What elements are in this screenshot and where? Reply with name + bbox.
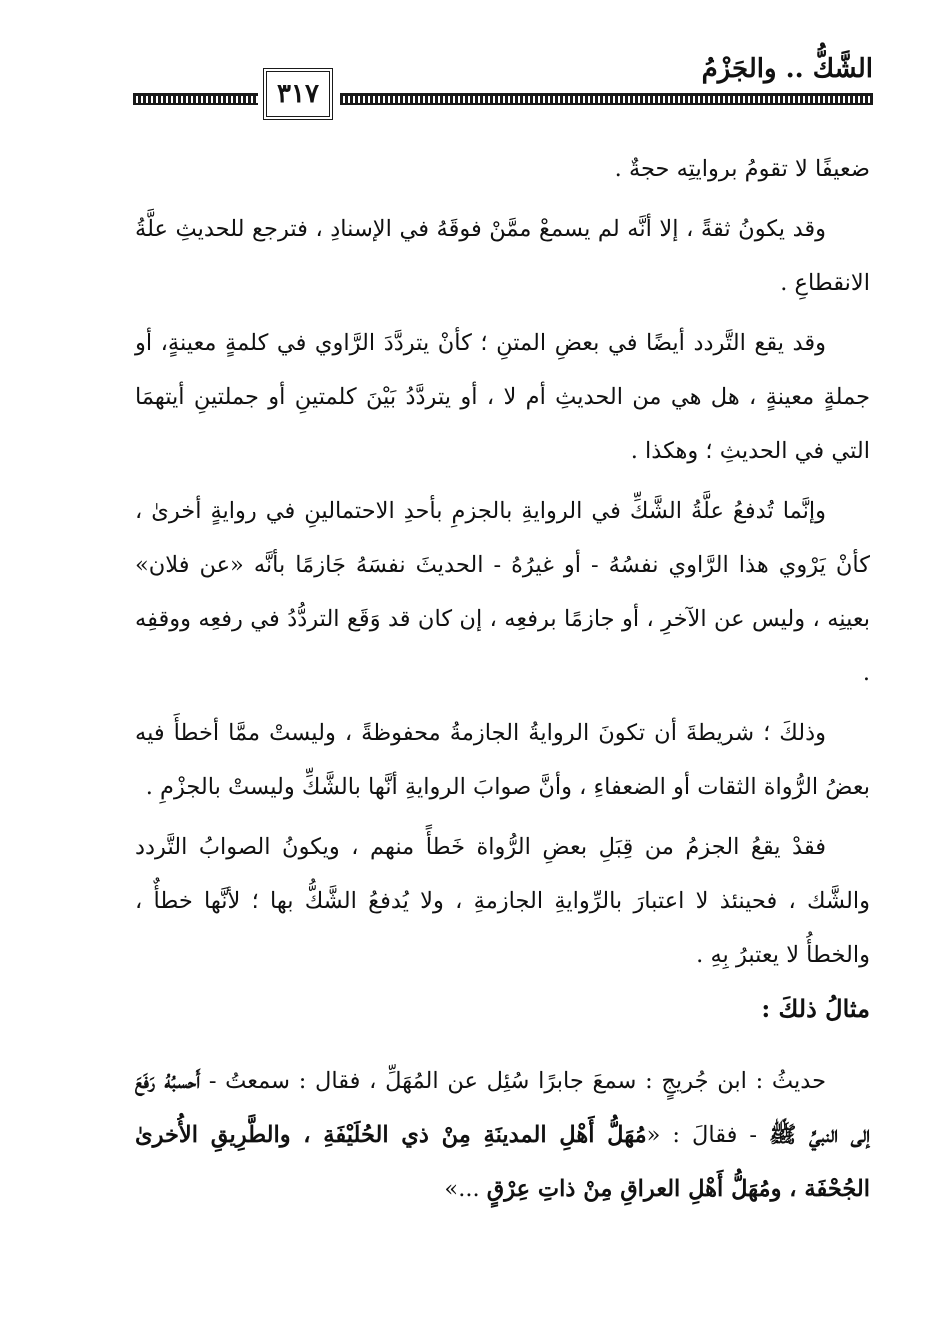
hadith-paragraph <box>135 1054 870 1216</box>
paragraph-5 <box>135 706 870 814</box>
hadith-bold-1: أَحسبُهُ رَفَعَ إلى النبيِّ ﷺ <box>135 1068 871 1148</box>
header-rule-right <box>340 93 873 105</box>
paragraph-2-text: وقد يكونُ ثقةً ، إلا أنَّه لم يسمعْ ممَّنْ فوقَهُ في الإسنادِ ، فترجع للحديثِ علَّةُ الانقطاعِ . <box>135 216 870 296</box>
paragraph-1: ضعيفًا لا تقومُ بروايتِه حجةٌ . <box>614 156 870 182</box>
paragraph-6-text: فقدْ يقعُ الجزمُ من قِبَلِ بعضِ الرُّواة خَطأً منهم ، ويكونُ الصوابُ التَّردد والشَّك ، فحينئذ لا اعتبارَ بالرِّوايةِ الجازمةِ ، ولا يُدفعُ الشَّكُّ بها ؛ لأنَّها خطأٌ ، والخطأُ لا يعتبرُ بِهِ . <box>135 834 870 968</box>
paragraph-6 <box>135 820 870 982</box>
page-number: ٣١٧ <box>263 68 333 120</box>
paragraph-3 <box>135 316 870 478</box>
paragraph-4-text: وإنَّما تُدفعُ علَّةُ الشَّكِّ في الروايةِ بالجزمِ بأحدِ الاحتمالينِ في روايةٍ أخرىٰ ، كأنْ يَرْوي هذا الرَّاوي نفسُهُ - أو غيرُهُ - الحديثَ نفسَهُ جَازمًا بأنَّه «عن فلان» بعينِه ، وليس عن الآخرِ ، أو جازمًا برفعِه ، إن كان قد وَقَع التردُّدُ في رفعِه ووقفِه . <box>135 498 870 686</box>
page-body <box>135 142 870 1216</box>
paragraph-2 <box>135 202 870 310</box>
hadith-middle: - فقالَ : « <box>646 1122 758 1148</box>
header-rule-left <box>133 93 258 105</box>
hadith-ending: ...» <box>444 1176 487 1202</box>
paragraph-5-text: وذلكَ ؛ شريطةَ أن تكونَ الروايةُ الجازمةُ محفوظةً ، وليستْ ممَّا أخطأَ فيه بعضُ الرُّواة الثقات أو الضعفاءِ ، وأنَّ صوابَ الروايةِ أنَّها بالشَّكِّ وليستْ بالجزْمِ . <box>135 720 870 800</box>
chapter-title: الشَّكُّ .. والجَزْمُ <box>701 54 873 84</box>
hadith-bold-2: مُهَلُّ أَهْلِ المدينَةِ مِنْ ذي الحُلَيْفَةِ ، والطَّرِيقِ الأُخرىٰ الجُحْفَة ، ومُهَلُّ أَهْلِ العراقِ مِنْ ذاتِ عِرْقٍ <box>135 1122 870 1202</box>
page-header <box>125 52 873 132</box>
paragraph-4 <box>135 484 870 700</box>
hadith-intro: حديثُ : ابن جُريجٍ : سمعَ جابرًا سُئِل عن المُهَلِّ ، فقال : سمعتُ - <box>208 1068 827 1094</box>
example-heading: مثالُ ذلكَ : <box>761 994 870 1023</box>
paragraph-3-text: وقد يقع التَّردد أيضًا في بعضِ المتنِ ؛ كأنْ يتردَّدَ الرَّاوي في كلمةٍ معينةٍ، أو جملةٍ معينةٍ ، هل هي من الحديثِ أم لا ، أو يتردَّدُ بَيْنَ كلمتينِ أو جملتينِ أيتهمَا التي في الحديثِ ؛ وهكذا . <box>135 330 870 464</box>
